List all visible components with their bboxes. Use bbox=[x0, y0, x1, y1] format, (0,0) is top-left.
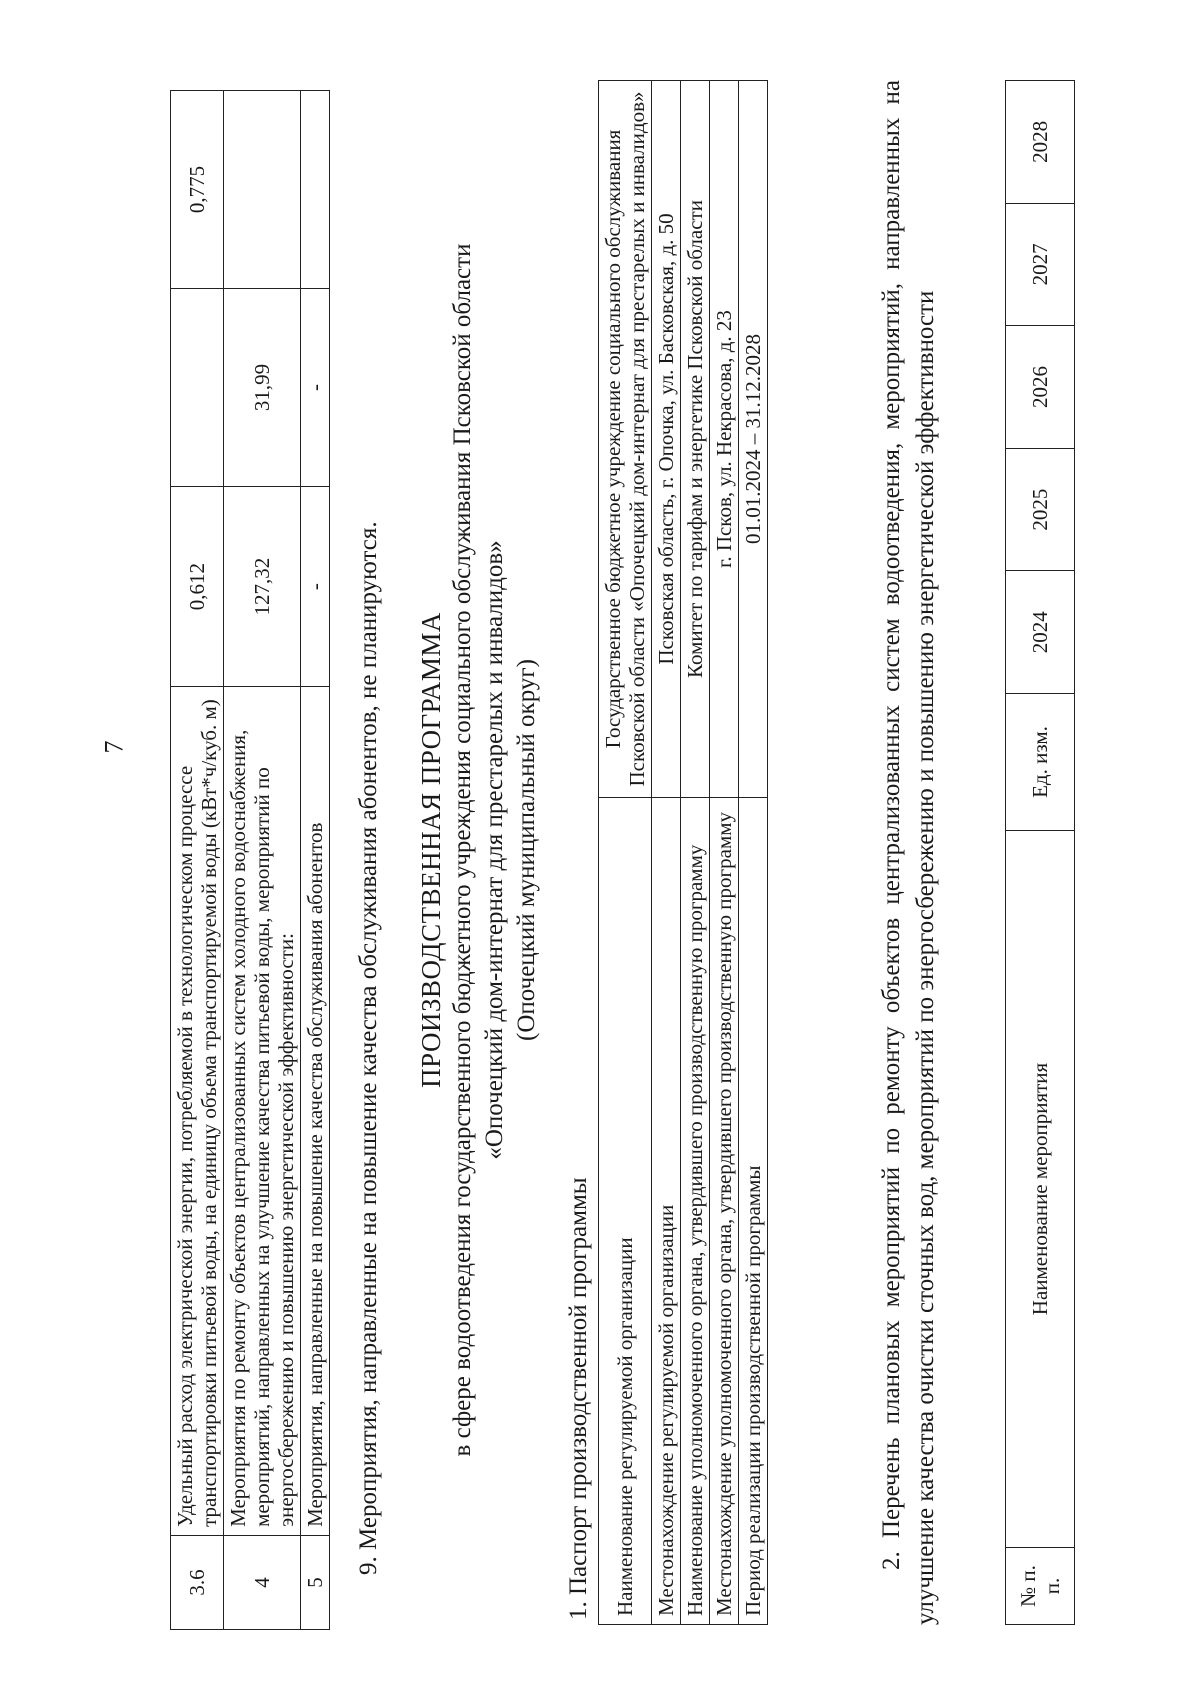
row-value-2025: 31,99 bbox=[224, 289, 301, 487]
col-measure-name: Наименование мероприятия bbox=[1006, 831, 1075, 1548]
rotated-page bbox=[170, 70, 1200, 1630]
table-row bbox=[301, 91, 330, 1630]
row-number: 3.6 bbox=[171, 1535, 224, 1629]
row-name bbox=[171, 687, 224, 1536]
table-row bbox=[224, 91, 301, 1630]
row-number: 5 bbox=[301, 1535, 330, 1629]
passport-label: Местонахождение регулируемой организации bbox=[652, 798, 681, 1625]
row-name-text: Удельный расход электрической энергии, потребляемой в технологическом процессе транспортировки питьевой воды, на единицу объема транспортируемой воды (кВт*ч/куб. м) bbox=[173, 699, 221, 1527]
title-heading: ПРОИЗВОДСТВЕННАЯ ПРОГРАММА bbox=[416, 612, 446, 1088]
col-unit: Ед. изм. bbox=[1006, 694, 1075, 831]
row-value-2024: - bbox=[301, 487, 330, 687]
row-number: 4 bbox=[224, 1535, 301, 1629]
top-indicators-table bbox=[170, 90, 330, 1630]
table-row bbox=[171, 91, 224, 1630]
passport-heading: 1. Паспорт производственной программы bbox=[565, 1177, 592, 1620]
row-value-2024: 127,32 bbox=[224, 487, 301, 687]
table-row bbox=[739, 81, 768, 1625]
row-value-2025 bbox=[171, 289, 224, 487]
title-subline: в сфере водоотведения государственного бюджетного учреждения социального обслуживания Псковской области bbox=[449, 243, 476, 1457]
row-value-2026: 0,775 bbox=[171, 91, 224, 289]
table-row bbox=[710, 81, 739, 1625]
row-value-2024: 0,612 bbox=[171, 487, 224, 687]
passport-value: 01.01.2024 – 31.12.2028 bbox=[739, 81, 768, 798]
passport-value: Псковская область, г. Опочка, ул. Басковская, д. 50 bbox=[652, 81, 681, 798]
row-value-2026 bbox=[224, 91, 301, 289]
passport-label: Период реализации производственной программы bbox=[739, 798, 768, 1625]
row-name: Мероприятия, направленные на повышение качества обслуживания абонентов bbox=[301, 687, 330, 1536]
col-year-2026: 2026 bbox=[1006, 326, 1075, 449]
row-name: Мероприятия по ремонту объектов централизованных систем холодного водоснабжения, мероприятий, направленных на улучшение качества питьевой воды, мероприятий по энергосбережению и повышению энергетической эффективности: bbox=[224, 687, 301, 1536]
title-org-name: «Опочецкий дом-интернат для престарелых и инвалидов» bbox=[481, 540, 508, 1160]
table-row bbox=[599, 81, 652, 1625]
passport-value: Государственное бюджетное учреждение социального обслуживания Псковской области «Опочецкий дом-интернат для престарелых и инвалидов» bbox=[599, 81, 652, 798]
col-year-2028: 2028 bbox=[1006, 81, 1075, 204]
title-district: (Опочецкий муниципальный округ) bbox=[513, 659, 540, 1041]
passport-value: г. Псков, ул. Некрасова, д. 23 bbox=[710, 81, 739, 798]
section-9-text: 9. Мероприятия, направленные на повышение качества обслуживания абонентов, не планируются. bbox=[355, 521, 382, 1575]
measures-table bbox=[1005, 80, 1075, 1625]
col-year-2024: 2024 bbox=[1006, 571, 1075, 694]
table-header-row bbox=[1006, 81, 1075, 1625]
col-year-2025: 2025 bbox=[1006, 448, 1075, 571]
passport-label: Наименование регулируемой организации bbox=[599, 798, 652, 1625]
table-row bbox=[652, 81, 681, 1625]
passport-table bbox=[598, 80, 768, 1625]
list-2-heading: 2. Перечень плановых мероприятий по ремонту объектов централизованных систем водоотведения, мероприятий, направленных на улучшение качества очистки сточных вод, мероприятий по энергосбережению и повышению энергетической эффективности bbox=[878, 80, 939, 1625]
passport-label: Наименование уполномоченного органа, утвердившего производственную программу bbox=[681, 798, 710, 1625]
page-number-display: 7 bbox=[99, 740, 129, 754]
table-row bbox=[681, 81, 710, 1625]
program-title bbox=[415, 70, 543, 1630]
passport-label: Местонахождение уполномоченного органа, утвердившего производственную программу bbox=[710, 798, 739, 1625]
row-value-2026 bbox=[301, 91, 330, 289]
passport-value: Комитет по тарифам и энергетике Псковской области bbox=[681, 81, 710, 798]
col-number: № п. п. bbox=[1006, 1548, 1075, 1625]
row-value-2025: - bbox=[301, 289, 330, 487]
col-year-2027: 2027 bbox=[1006, 203, 1075, 326]
